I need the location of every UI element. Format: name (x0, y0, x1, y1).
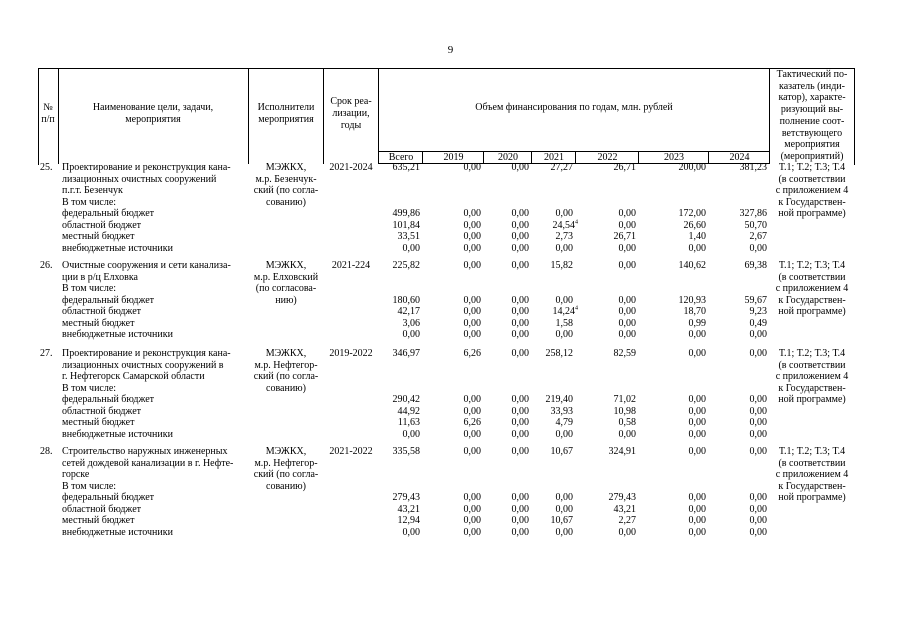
budget-value: 0,00 (463, 231, 481, 242)
total-value: 0,00 (511, 348, 529, 359)
executor-line: МЭЖКХ, (265, 162, 307, 173)
column-divider (769, 68, 770, 164)
row-name-line: местный бюджет (62, 515, 135, 526)
budget-value: 18,70 (683, 306, 706, 317)
row-name-line: областной бюджет (62, 503, 142, 515)
budget-value: 120,93 (678, 294, 706, 306)
budget-value: 0,00 (463, 294, 481, 306)
row-number: 25. (40, 162, 53, 173)
row-name-line: В том числе: (62, 480, 117, 492)
year-header: 2024 (729, 152, 750, 163)
year-header: 2019 (443, 152, 464, 163)
budget-value: 26,71 (613, 231, 636, 242)
budget-value: 0,00 (511, 242, 529, 254)
row-name-line: Очистные сооружения и сети канализа- (62, 260, 231, 271)
total-value: 69,38 (744, 260, 767, 271)
budget-value: 0,00 (749, 503, 767, 515)
budget-value: 10,67 (550, 515, 573, 526)
footnote-mark: 4 (575, 219, 578, 226)
budget-value: 0,00 (463, 394, 481, 405)
budget-value: 0,00 (511, 294, 529, 306)
budget-value: 2,67 (749, 231, 767, 242)
total-value: 0,00 (511, 446, 529, 457)
budget-value: 0,00 (618, 428, 636, 440)
budget-value: 59,67 (744, 294, 767, 306)
budget-value: 0,00 (618, 242, 636, 254)
budget-value: 4,79 (555, 417, 573, 428)
row-name-line: В том числе: (62, 196, 117, 208)
budget-value: 0,00 (688, 329, 706, 340)
budget-value: 0,00 (688, 492, 706, 503)
budget-value: 1,58 (555, 317, 573, 329)
executor-line: м.р. Елховский (253, 271, 319, 283)
indicator-line: к Государствен- (778, 294, 846, 306)
executor-line: (по согласова- (255, 283, 317, 294)
row-name-line: местный бюджет (62, 231, 135, 242)
total-value: 0,00 (618, 260, 636, 271)
budget-value: 327,86 (739, 208, 767, 219)
row-name-line: областной бюджет (62, 306, 142, 317)
budget-value: 0,00 (511, 317, 529, 329)
page-number: 9 (447, 44, 454, 56)
total-value: 335,58 (392, 446, 420, 457)
budget-value: 0,00 (618, 329, 636, 340)
budget-value: 0,00 (749, 417, 767, 428)
term: 2021-2024 (329, 162, 373, 173)
budget-value: 0,00 (749, 428, 767, 440)
budget-value: 0,00 (749, 394, 767, 405)
budget-value: 279,43 (608, 492, 636, 503)
budget-value: 26,60 (683, 219, 706, 231)
budget-value: 0,00 (511, 405, 529, 417)
budget-value: 43,21 (397, 503, 420, 515)
budget-value: 0,99 (688, 317, 706, 329)
column-divider (323, 68, 324, 164)
indicator-line: с приложением 4 (775, 469, 849, 480)
executor-line: сованию) (266, 382, 306, 394)
budget-value: 0,58 (618, 417, 636, 428)
row-name-line: В том числе: (62, 382, 117, 394)
total-value: 15,82 (550, 260, 573, 271)
budget-value: 0,00 (463, 428, 481, 440)
total-value: 200,00 (678, 162, 706, 173)
budget-value: 0,49 (749, 317, 767, 329)
total-value: 27,27 (550, 162, 573, 173)
budget-value: 0,00 (555, 428, 573, 440)
term: 2021-2022 (329, 446, 373, 457)
budget-value: 33,93 (550, 405, 573, 417)
budget-value: 0,00 (463, 317, 481, 329)
header-indicator: Тактический по-казатель (инди-катор), характе-ризующий вы-полнение соот-ветствующего мероприятия (мероприятий) (776, 69, 848, 162)
budget-value: 499,86 (392, 208, 420, 219)
total-value: 0,00 (511, 260, 529, 271)
budget-value: 44,92 (397, 405, 420, 417)
total-value: 346,97 (392, 348, 420, 359)
budget-value: 0,00 (511, 503, 529, 515)
budget-value: 101,84 (392, 219, 420, 231)
indicator-line: к Государствен- (778, 480, 846, 492)
budget-value: 0,00 (402, 242, 420, 254)
indicator-line: (в соответствии (778, 457, 846, 469)
budget-value: 0,00 (749, 515, 767, 526)
row-name-line: областной бюджет (62, 219, 142, 231)
executor-line: сованию) (266, 480, 306, 492)
year-header: 2022 (597, 152, 618, 163)
row-name-line: В том числе: (62, 283, 117, 294)
executor-line: нию) (275, 294, 297, 306)
budget-value: 0,00 (618, 294, 636, 306)
budget-value: 71,02 (613, 394, 636, 405)
total-value: 0,00 (688, 446, 706, 457)
year-header: Всего (388, 152, 414, 163)
budget-value: 0,00 (402, 526, 420, 538)
budget-value: 0,00 (463, 242, 481, 254)
row-name-line: федеральный бюджет (62, 492, 155, 503)
budget-value: 0,00 (688, 526, 706, 538)
budget-value: 0,00 (688, 405, 706, 417)
executor-line: МЭЖКХ, (265, 260, 307, 271)
executor-line: м.р. Безенчук- (255, 173, 317, 185)
indicator-line: Т.1; Т.2; Т.3; Т.4 (778, 446, 846, 457)
indicator-line: Т.1; Т.2; Т.3; Т.4 (778, 162, 846, 173)
total-value: 324,91 (608, 446, 636, 457)
total-value: 0,00 (749, 348, 767, 359)
row-name-line: местный бюджет (62, 317, 135, 329)
budget-value: 172,00 (678, 208, 706, 219)
total-value: 381,23 (739, 162, 767, 173)
budget-value: 0,00 (555, 294, 573, 306)
budget-value: 0,00 (463, 503, 481, 515)
budget-value: 0,00 (511, 417, 529, 428)
budget-value: 14,24$^4$ (552, 305, 578, 317)
budget-value: 0,00 (402, 329, 420, 340)
budget-value: 0,00 (511, 329, 529, 340)
budget-value: 0,00 (555, 526, 573, 538)
total-value: 82,59 (613, 348, 636, 359)
budget-value: 0,00 (463, 492, 481, 503)
executor-line: ский (по согла- (253, 371, 319, 382)
row-name-line: Проектирование и реконструкция кана- (62, 348, 231, 359)
column-divider (378, 68, 379, 164)
budget-value: 0,00 (618, 208, 636, 219)
indicator-line: с приложением 4 (775, 371, 849, 382)
header-term: Срок реа-лизации, годы (330, 96, 372, 131)
year-header: 2020 (498, 152, 518, 163)
budget-value: 0,00 (511, 306, 529, 317)
budget-value: 0,00 (749, 492, 767, 503)
indicator-line: ной программе) (778, 394, 846, 405)
budget-value: 219,40 (545, 394, 573, 405)
budget-value: 0,00 (511, 219, 529, 231)
indicator-line: Т.1; Т.2; Т.3; Т.4 (778, 348, 846, 359)
budget-value: 0,00 (463, 306, 481, 317)
total-value: 26,71 (613, 162, 636, 173)
total-value: 0,00 (511, 162, 529, 173)
total-value: 0,00 (463, 162, 481, 173)
column-divider (58, 68, 59, 164)
budget-value: 12,94 (397, 515, 420, 526)
budget-value: 0,00 (749, 405, 767, 417)
total-value: 10,67 (550, 446, 573, 457)
total-value: 0,00 (688, 348, 706, 359)
indicator-line: ной программе) (778, 306, 846, 317)
indicator-line: (в соответствии (778, 271, 846, 283)
budget-value: 0,00 (463, 219, 481, 231)
row-name-line: г. Нефтегорск Самарской области (62, 371, 205, 382)
budget-value: 0,00 (402, 428, 420, 440)
total-value: 635,21 (392, 162, 420, 173)
row-name-line: горске (62, 469, 90, 480)
budget-value: 0,00 (555, 242, 573, 254)
budget-value: 0,00 (618, 526, 636, 538)
executor-line: МЭЖКХ, (265, 348, 307, 359)
row-name-line: лизационных очистных сооружений (62, 173, 217, 185)
budget-value: 0,00 (555, 208, 573, 219)
indicator-line: ной программе) (778, 208, 846, 219)
row-number: 28. (40, 446, 53, 457)
row-name-line: внебюджетные источники (62, 428, 173, 440)
column-divider (248, 68, 249, 164)
indicator-line: к Государствен- (778, 196, 846, 208)
row-name-line: внебюджетные источники (62, 526, 173, 538)
header-financing: Объем финансирования по годам, млн. рублей (475, 102, 673, 113)
budget-value: 0,00 (688, 394, 706, 405)
budget-value: 0,00 (749, 526, 767, 538)
budget-value: 0,00 (749, 329, 767, 340)
budget-value: 180,60 (392, 294, 420, 306)
executor-line: ский (по согла- (253, 185, 319, 196)
budget-value: 0,00 (555, 329, 573, 340)
indicator-line: (в соответствии (778, 173, 846, 185)
indicator-line: Т.1; Т.2; Т.3; Т.4 (778, 260, 846, 271)
total-value: 225,82 (392, 260, 420, 271)
executor-line: сованию) (266, 196, 306, 208)
budget-value: 0,00 (555, 492, 573, 503)
budget-value: 2,73 (555, 231, 573, 242)
row-number: 27. (40, 348, 53, 359)
row-name-line: сетей дождевой канализации в г. Нефте- (62, 457, 234, 469)
budget-value: 0,00 (688, 417, 706, 428)
budget-value: 42,17 (397, 306, 420, 317)
row-name-line: федеральный бюджет (62, 208, 155, 219)
budget-value: 0,00 (511, 208, 529, 219)
row-name-line: Строительство наружных инженерных (62, 446, 228, 457)
budget-value: 43,21 (613, 503, 636, 515)
budget-value: 24,54$^4$ (552, 219, 578, 231)
row-name-line: федеральный бюджет (62, 394, 155, 405)
row-name-line: п.г.т. Безенчук (62, 185, 123, 196)
total-value: 0,00 (463, 260, 481, 271)
budget-value: 0,00 (618, 219, 636, 231)
total-value: 140,62 (678, 260, 706, 271)
budget-value: 6,26 (463, 417, 481, 428)
budget-value: 2,27 (618, 515, 636, 526)
budget-value: 0,00 (511, 526, 529, 538)
budget-value: 0,00 (688, 515, 706, 526)
executor-line: м.р. Нефтегор- (254, 457, 318, 469)
year-header: 2021 (544, 152, 564, 163)
year-header: 2023 (664, 152, 684, 163)
row-name-line: лизационных очистных сооружений в (62, 359, 224, 371)
budget-value: 0,00 (688, 428, 706, 440)
indicator-line: с приложением 4 (775, 283, 849, 294)
budget-value: 0,00 (511, 428, 529, 440)
budget-value: 279,43 (392, 492, 420, 503)
budget-value: 11,63 (397, 417, 420, 428)
row-name-line: ции в р/ц Елховка (62, 271, 138, 283)
row-name-line: внебюджетные источники (62, 242, 173, 254)
budget-value: 0,00 (511, 394, 529, 405)
row-name-line: федеральный бюджет (62, 294, 155, 306)
budget-value: 0,00 (463, 515, 481, 526)
budget-value: 0,00 (749, 242, 767, 254)
budget-value: 0,00 (618, 306, 636, 317)
total-value: 258,12 (545, 348, 573, 359)
budget-value: 0,00 (688, 503, 706, 515)
budget-value: 0,00 (463, 208, 481, 219)
budget-value: 50,70 (744, 219, 767, 231)
indicator-line: ной программе) (778, 492, 846, 503)
row-name-line: местный бюджет (62, 417, 135, 428)
row-name-line: внебюджетные источники (62, 329, 173, 340)
budget-value: 1,40 (688, 231, 706, 242)
row-number: 26. (40, 260, 53, 271)
term: 2019-2022 (329, 348, 373, 359)
budget-value: 0,00 (511, 231, 529, 242)
header-name: Наименование цели, задачи, мероприятия (92, 102, 214, 125)
budget-value: 10,98 (613, 405, 636, 417)
budget-value: 9,23 (749, 306, 767, 317)
indicator-line: (в соответствии (778, 359, 846, 371)
budget-value: 33,51 (397, 231, 420, 242)
budget-value: 0,00 (555, 503, 573, 515)
header-num: № п/п (41, 102, 55, 125)
executor-line: м.р. Нефтегор- (254, 359, 318, 371)
indicator-line: с приложением 4 (775, 185, 849, 196)
total-value: 0,00 (463, 446, 481, 457)
budget-value: 0,00 (618, 317, 636, 329)
indicator-line: к Государствен- (778, 382, 846, 394)
total-value: 6,26 (463, 348, 481, 359)
budget-value: 0,00 (463, 405, 481, 417)
term: 2021-224 (331, 260, 371, 271)
budget-value: 0,00 (463, 526, 481, 538)
row-name-line: областной бюджет (62, 405, 142, 417)
budget-value: 0,00 (463, 329, 481, 340)
row-name-line: Проектирование и реконструкция кана- (62, 162, 231, 173)
footnote-mark: 4 (575, 305, 578, 312)
budget-value: 0,00 (688, 242, 706, 254)
budget-value: 0,00 (511, 515, 529, 526)
budget-value: 0,00 (511, 492, 529, 503)
executor-line: ский (по согла- (253, 469, 319, 480)
budget-value: 290,42 (392, 394, 420, 405)
header-executor: Исполнители мероприятия (257, 102, 315, 125)
total-value: 0,00 (749, 446, 767, 457)
budget-value: 3,06 (402, 317, 420, 329)
executor-line: МЭЖКХ, (265, 446, 307, 457)
